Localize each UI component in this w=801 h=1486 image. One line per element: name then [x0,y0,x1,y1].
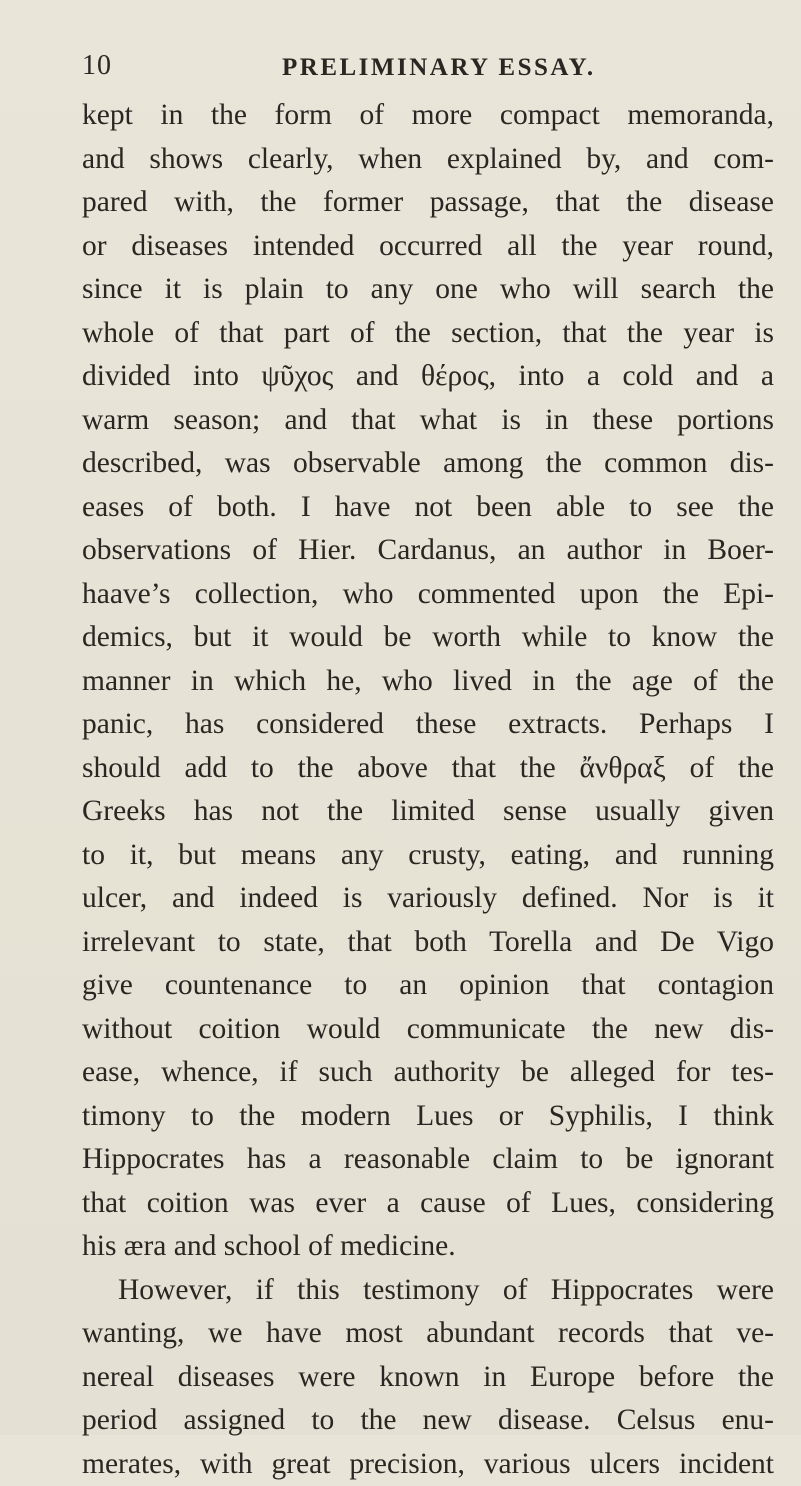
text-line: described, was observable among the common dis- [82,442,774,486]
text-line: without coition would communicate the new dis- [82,1008,774,1052]
text-line: observations of Hier. Cardanus, an author in Boer- [82,529,774,573]
text-line: kept in the form of more compact memoranda, [82,94,774,138]
body-text [82,94,774,1486]
text-line: panic, has considered these extracts. Perhaps I [82,703,774,747]
text-line: whole of that part of the section, that the year is [82,312,774,356]
running-head: PRELIMINARY ESSAY. [282,54,596,82]
text-line: ulcer, and indeed is variously defined. Nor is it [82,877,774,921]
text-line: Greeks has not the limited sense usually given [82,790,774,834]
text-line: that coition was ever a cause of Lues, considering [82,1182,774,1226]
text-line: wanting, we have most abundant records that ve- [82,1312,774,1356]
text-line: divided into ψῦχος and θέρος, into a cold and a [82,355,774,399]
text-line: demics, but it would be worth while to know the [82,616,774,660]
text-line: period assigned to the new disease. Celsus enu- [82,1399,774,1443]
text-line: or diseases intended occurred all the year round, [82,225,774,269]
text-line: ease, whence, if such authority be alleged for tes- [82,1051,774,1095]
text-line: since it is plain to any one who will search the [82,268,774,312]
text-line: eases of both. I have not been able to see the [82,486,774,530]
text-line: manner in which he, who lived in the age of the [82,660,774,704]
text-line: Hippocrates has a reasonable claim to be ignorant [82,1138,774,1182]
text-line-paragraph-start: However, if this testimony of Hippocrates were [82,1269,774,1313]
text-line: to it, but means any crusty, eating, and running [82,834,774,878]
text-line: haave’s collection, who commented upon the Epi- [82,573,774,617]
text-line: warm season; and that what is in these portions [82,399,774,443]
page-header [82,50,741,90]
text-line: nereal diseases were known in Europe before the [82,1356,774,1400]
text-line: irrelevant to state, that both Torella and De Vigo [82,921,774,965]
text-line: his æra and school of medicine. [82,1225,774,1269]
text-line: pared with, the former passage, that the disease [82,181,774,225]
text-line: timony to the modern Lues or Syphilis, I think [82,1095,774,1139]
text-line: and shows clearly, when explained by, and com- [82,138,774,182]
page-number: 10 [82,50,112,82]
text-line: should add to the above that the ἄνθραξ of the [82,747,774,791]
text-line: give countenance to an opinion that contagion [82,964,774,1008]
text-line: merates, with great precision, various ulcers incident [82,1443,774,1486]
